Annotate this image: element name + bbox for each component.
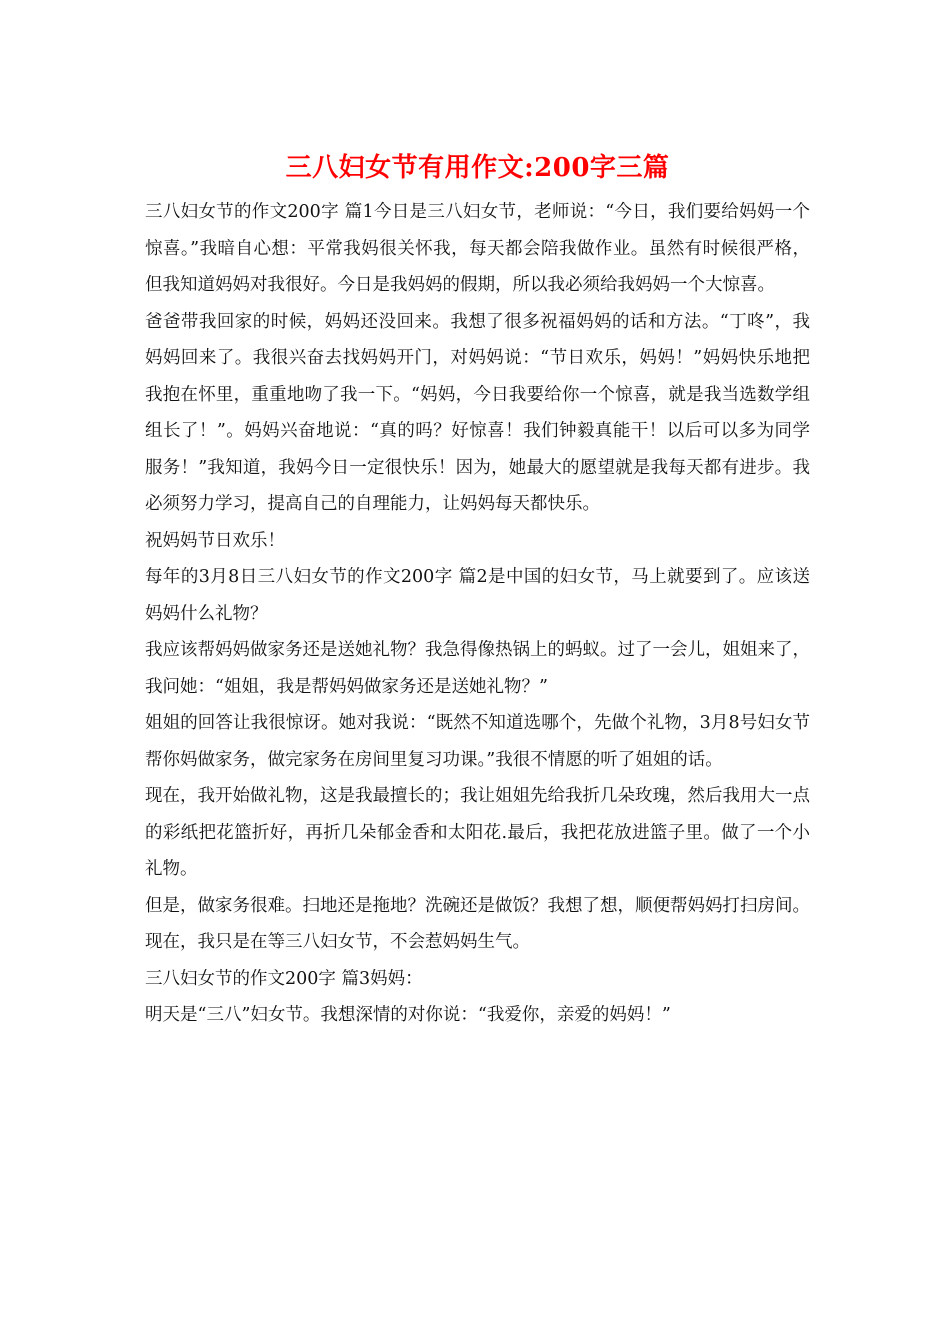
- paragraph-6: 姐姐的回答让我很惊讶。她对我说：“既然不知道选哪个，先做个礼物，3月8号妇女节帮你妈做家务，做完家务在房间里复习功课。”我很不情愿的听了姐姐的话。: [145, 713, 810, 770]
- paragraph-5: 我应该帮妈妈做家务还是送她礼物？我急得像热锅上的蚂蚁。过了一会儿，姐姐来了，我问她：“姐姐，我是帮妈妈做家务还是送她礼物？”: [145, 640, 810, 697]
- paragraph-7: 现在，我开始做礼物，这是我最擅长的；我让姐姐先给我折几朵玫瑰，然后我用大一点的彩纸把花篮折好，再折几朵郁金香和太阳花.最后，我把花放进篮子里。做了一个小礼物。: [145, 786, 810, 879]
- document-page: [145, 148, 810, 1034]
- paragraph-9: 现在，我只是在等三八妇女节，不会惹妈妈生气。: [145, 932, 530, 952]
- document-title: 三八妇女节有用作文:200字三篇: [285, 153, 670, 183]
- paragraph-8: 但是，做家务很难。扫地还是拖地？洗碗还是做饭？我想了想，顺便帮妈妈打扫房间。: [145, 895, 810, 916]
- paragraph-3: 祝妈妈节日欢乐！: [145, 530, 285, 551]
- paragraph-4: 每年的3月8日三八妇女节的作文200字 篇2是中国的妇女节，马上就要到了。应该送妈妈什么礼物？: [145, 567, 810, 624]
- paragraph-2: 爸爸带我回家的时候，妈妈还没回来。我想了很多祝福妈妈的话和方法。“丁咚”，我妈妈回来了。我很兴奋去找妈妈开门，对妈妈说：“节日欢乐，妈妈！”妈妈快乐地把我抱在怀里，重重地吻了我一下。“妈妈，今日我要给你一个惊喜，就是我当选数学组组长了！”。妈妈兴奋地说：“真的吗？好惊喜！我们钟毅真能干！以后可以多为同学服务！”我知道，我妈今日一定很快乐！因为，她最大的愿望就是我每天都有进步。我必须努力学习，提高自己的自理能力，让妈妈每天都快乐。: [145, 311, 810, 514]
- paragraph-10: 三八妇女节的作文200字 篇3妈妈：: [145, 968, 423, 989]
- paragraph-1: 三八妇女节的作文200字 篇1今日是三八妇女节，老师说：“今日，我们要给妈妈一个惊喜。”我暗自心想：平常我妈很关怀我，每天都会陪我做作业。虽然有时候很严格，但我知道妈妈对我很好。今日是我妈妈的假期，所以我必须给我妈妈一个大惊喜。: [145, 202, 810, 295]
- paragraph-11: 明天是“三八”妇女节。我想深情的对你说：“我爱你，亲爱的妈妈！”: [145, 1005, 671, 1025]
